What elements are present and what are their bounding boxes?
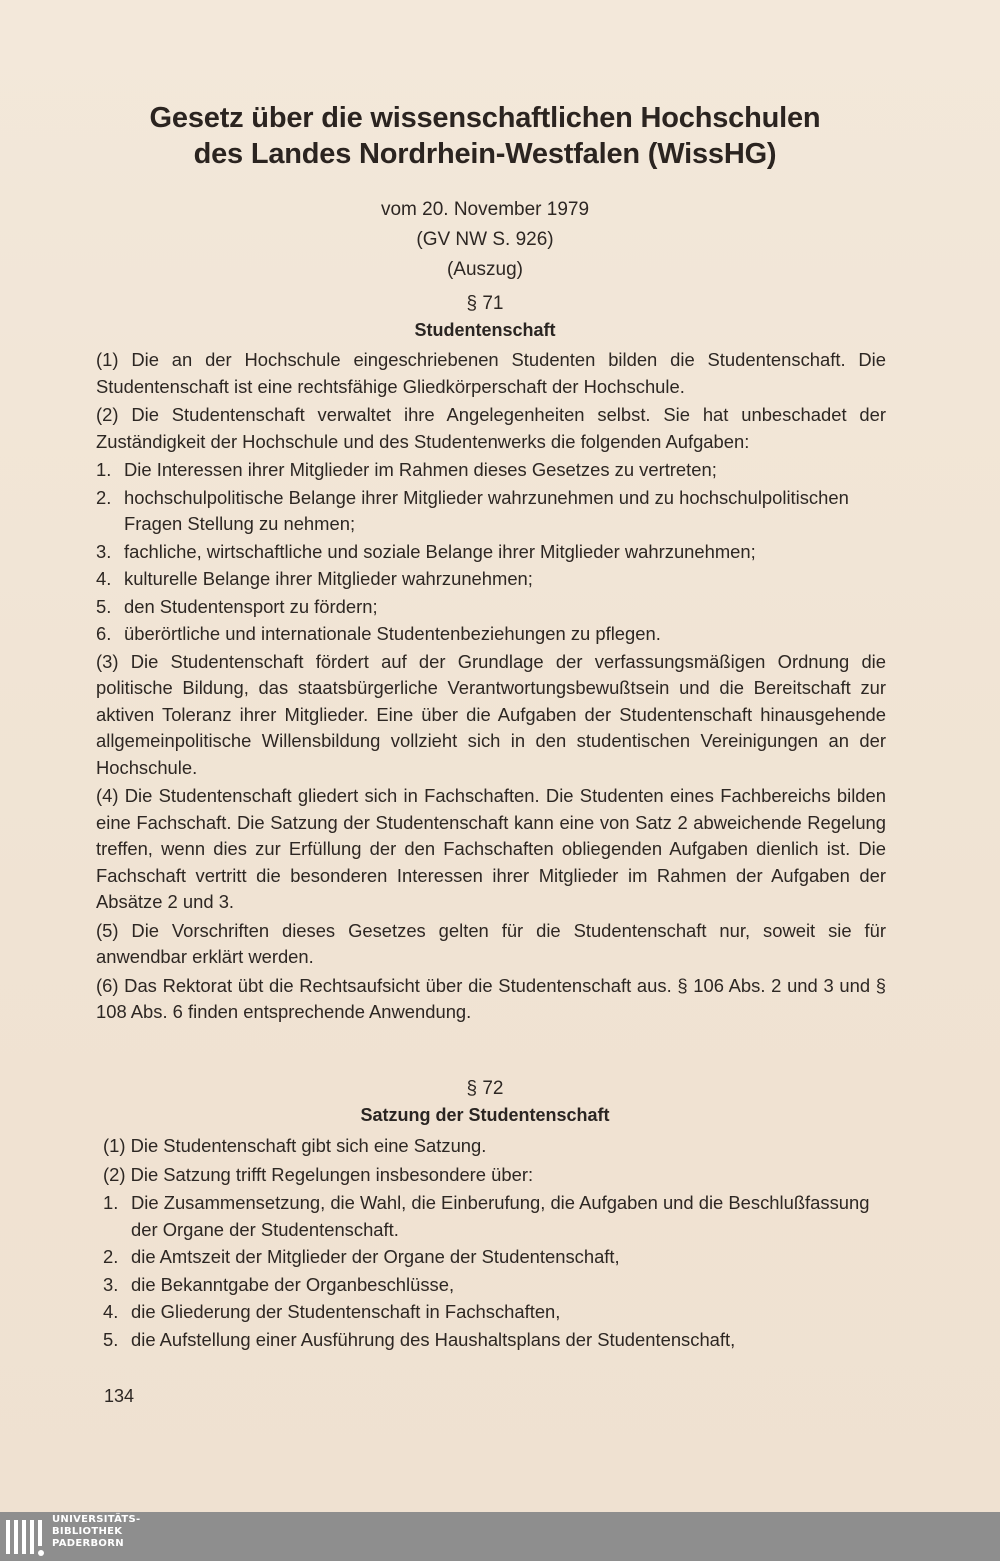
paragraph-1: (1) Die an der Hochschule eingeschriebenen Studenten bilden die Studentenschaft. Die Studentenschaft ist eine rechtsfähige Gliedkörperschaft der Hochschule. [96, 349, 886, 397]
library-logo-icon [6, 1520, 50, 1558]
list-item: 4. kulturelle Belange ihrer Mitglieder wahrzunehmen; [96, 568, 533, 589]
task-list [96, 457, 886, 648]
library-logo-text [52, 1514, 141, 1550]
document-meta [0, 195, 970, 285]
section-heading: Studentenschaft [414, 320, 556, 340]
section-number: § 72 [466, 1078, 504, 1099]
paragraph-2: (2) Die Satzung trifft Regelungen insbesondere über: [103, 1163, 534, 1185]
section-71-header [0, 291, 970, 343]
list-item: 2. hochschulpolitische Belange ihrer Mitglieder wahrzunehmen und zu hochschulpolitischen Fragen Stellung zu nehmen; [96, 486, 849, 534]
logo-line-3: PADERBORN [52, 1538, 124, 1549]
title-line-2: des Landes Nordrhein-Westfalen (WissHG) [193, 138, 777, 170]
section-71-body [96, 347, 886, 1028]
paragraph-5: (5) Die Vorschriften dieses Gesetzes gelten für die Studentenschaft nur, soweit sie für anwendbar erklärt werden. [96, 919, 886, 967]
logo-line-1: UNIVERSITÄTS- [52, 1514, 141, 1525]
section-72-header [0, 1076, 970, 1128]
paragraph-6: (6) Das Rektorat übt die Rechtsaufsicht über die Studentenschaft aus. § 106 Abs. 2 und 3 und § 108 Abs. 6 finden entsprechende Anwendung. [96, 974, 886, 1022]
document-note: (Auszug) [446, 259, 524, 280]
document-title [0, 100, 970, 172]
list-item: 3. die Bekanntgabe der Organbeschlüsse, [103, 1273, 455, 1295]
list-item: 5. den Studentensport zu fördern; [96, 595, 378, 617]
list-item: 1. Die Zusammensetzung, die Wahl, die Einberufung, die Aufgaben und die Beschlußfassung der Organe der Studentenschaft. [103, 1192, 870, 1240]
list-item: 4. die Gliederung der Studentenschaft in Fachschaften, [103, 1301, 561, 1322]
paragraph-4: (4) Die Studentenschaft gliedert sich in Fachschaften. Die Studenten eines Fachbereichs bilden eine Fachschaft. Die Satzung der Studentenschaft kann eine von Satz 2 abweichende Regelung treffen, wenn dies zur Erfüllung der den Fachschaften obliegenden Aufgaben dienlich ist. Die Fachschaft vertritt die besonderen Interessen ihrer Mitglieder im Rahmen der Aufgaben der Absätze 2 und 3. [96, 785, 886, 912]
list-item: 5. die Aufstellung einer Ausführung des Haushaltsplans der Studentenschaft, [103, 1328, 736, 1350]
paragraph-1: (1) Die Studentenschaft gibt sich eine Satzung. [103, 1135, 487, 1156]
section-72-body [103, 1133, 888, 1354]
paragraph-2: (2) Die Studentenschaft verwaltet ihre Angelegenheiten selbst. Sie hat unbeschadet der Zuständigkeit der Hochschule und des Studentenwerks die folgenden Aufgaben: [96, 404, 886, 452]
page-number: 134 [104, 1386, 135, 1406]
list-item: 6. überörtliche und internationale Studentenbeziehungen zu pflegen. [96, 623, 661, 644]
library-footer-bar [0, 1512, 1000, 1561]
rules-list [103, 1190, 888, 1353]
section-number: § 71 [466, 293, 504, 314]
paragraph-3: (3) Die Studentenschaft fördert auf der Grundlage der verfassungsmäßigen Ordnung die politische Bildung, das staatsbürgerliche Verantwortungsbewußtsein und die Bereitschaft zur aktiven Toleranz ihrer Mitglieder. Eine über die Aufgaben der Studentenschaft hinausgehende allgemeinpolitische Willensbildung vollzieht sich in den studentischen Vereinigungen an der Hochschule. [96, 650, 886, 778]
title-line-1: Gesetz über die wissenschaftlichen Hochschulen [149, 102, 821, 134]
section-heading: Satzung der Studentenschaft [360, 1105, 610, 1125]
document-date: vom 20. November 1979 [380, 199, 590, 220]
list-item: 2. die Amtszeit der Mitglieder der Organe der Studentenschaft, [103, 1246, 620, 1267]
list-item: 1. Die Interessen ihrer Mitglieder im Rahmen dieses Gesetzes zu vertreten; [96, 459, 717, 480]
list-item: 3. fachliche, wirtschaftliche und soziale Belange ihrer Mitglieder wahrzunehmen; [96, 540, 756, 562]
document-source: (GV NW S. 926) [416, 229, 554, 250]
logo-line-2: BIBLIOTHEK [52, 1526, 123, 1537]
